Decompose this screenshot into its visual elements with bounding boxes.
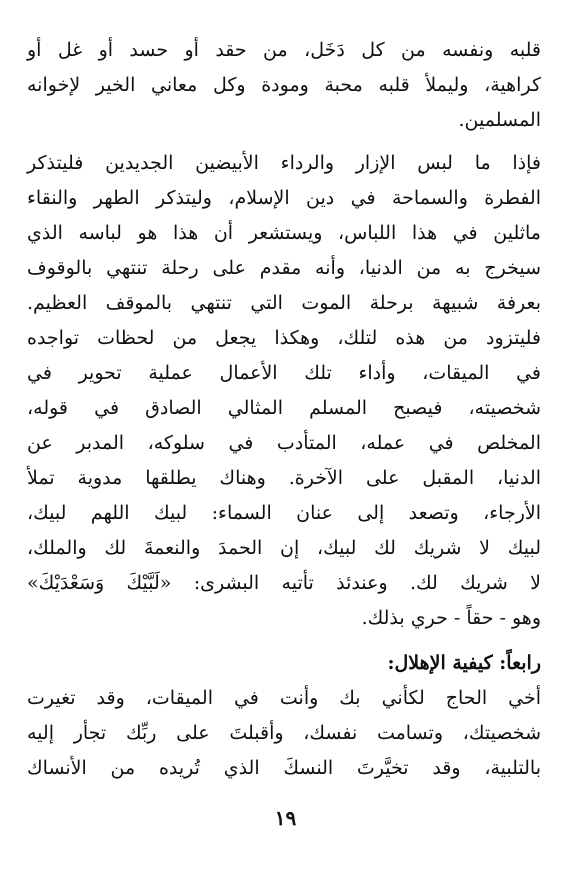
text-line: بعرفة شبيهة برحلة الموت التي تنتهي بالموقف العظيم. (27, 292, 541, 314)
text-line: أخي الحاج لكأني بك وأنت في الميقات، وقد تغيرت (27, 687, 541, 709)
text-line: قلبه ونفسه من كل دَخَل، من حقد أو حسد أو غل أو (27, 39, 541, 61)
section-heading: رابعاً: كيفية الإهلال: (387, 652, 541, 674)
text-line: وهو - حقاً - حري بذلك. (361, 607, 541, 629)
text-line: فليتزود من هذه لتلك، وهكذا يجعل من لحظات تواجده (27, 327, 541, 349)
text-line: لبيك لا شريك لك لبيك، إن الحمدَ والنعمةَ لك والملك، (27, 537, 541, 559)
text-line: كراهية، وليملأ قلبه محبة ومودة وكل معاني الخير لإخوانه (27, 74, 541, 96)
text-line: الدنيا، المقبل على الآخرة. وهناك يطلقها مدوية تملأ (27, 467, 541, 489)
text-line: المسلمين. (458, 109, 541, 131)
text-line: بالتلبية، وقد تخيَّرتَ النسكَ الذي تُريده من الأنساك (27, 757, 541, 779)
text-line: في الميقات، وأداء تلك الأعمال عملية تحوير في (27, 362, 541, 384)
text-line: المخلص في عمله، المتأدب في سلوكه، المدبر عن (27, 432, 541, 454)
text-line: سيخرج به من الدنيا، وأنه مقدم على رحلة تنتهي بالوقوف (27, 257, 541, 279)
text-line: الفطرة والسماحة في دين الإسلام، وليتذكر الطهر والنقاء (27, 187, 541, 209)
text-line: الأرجاء، وتصعد إلى عنان السماء: لبيك اللهم لبيك، (27, 502, 541, 524)
text-line: شخصيتك، وتسامت نفسك، وأقبلتَ على ربِّك تجأر إليه (27, 722, 541, 744)
text-line: لا شريك لك. وعندئذ تأتيه البشرى: «لَبَّيْكَ وَسَعْدَيْكَ» (27, 572, 541, 594)
text-line: شخصيته، فيصبح المسلم المثالي الصادق في قوله، (27, 397, 541, 419)
page-number: ١٩ (274, 806, 297, 830)
text-line: ماثلين في هذا اللباس، ويستشعر أن هذا هو لباسه الذي (27, 222, 541, 244)
text-line: فإذا ما لبس الإزار والرداء الأبيضين الجديدين فليتذكر (27, 152, 541, 174)
